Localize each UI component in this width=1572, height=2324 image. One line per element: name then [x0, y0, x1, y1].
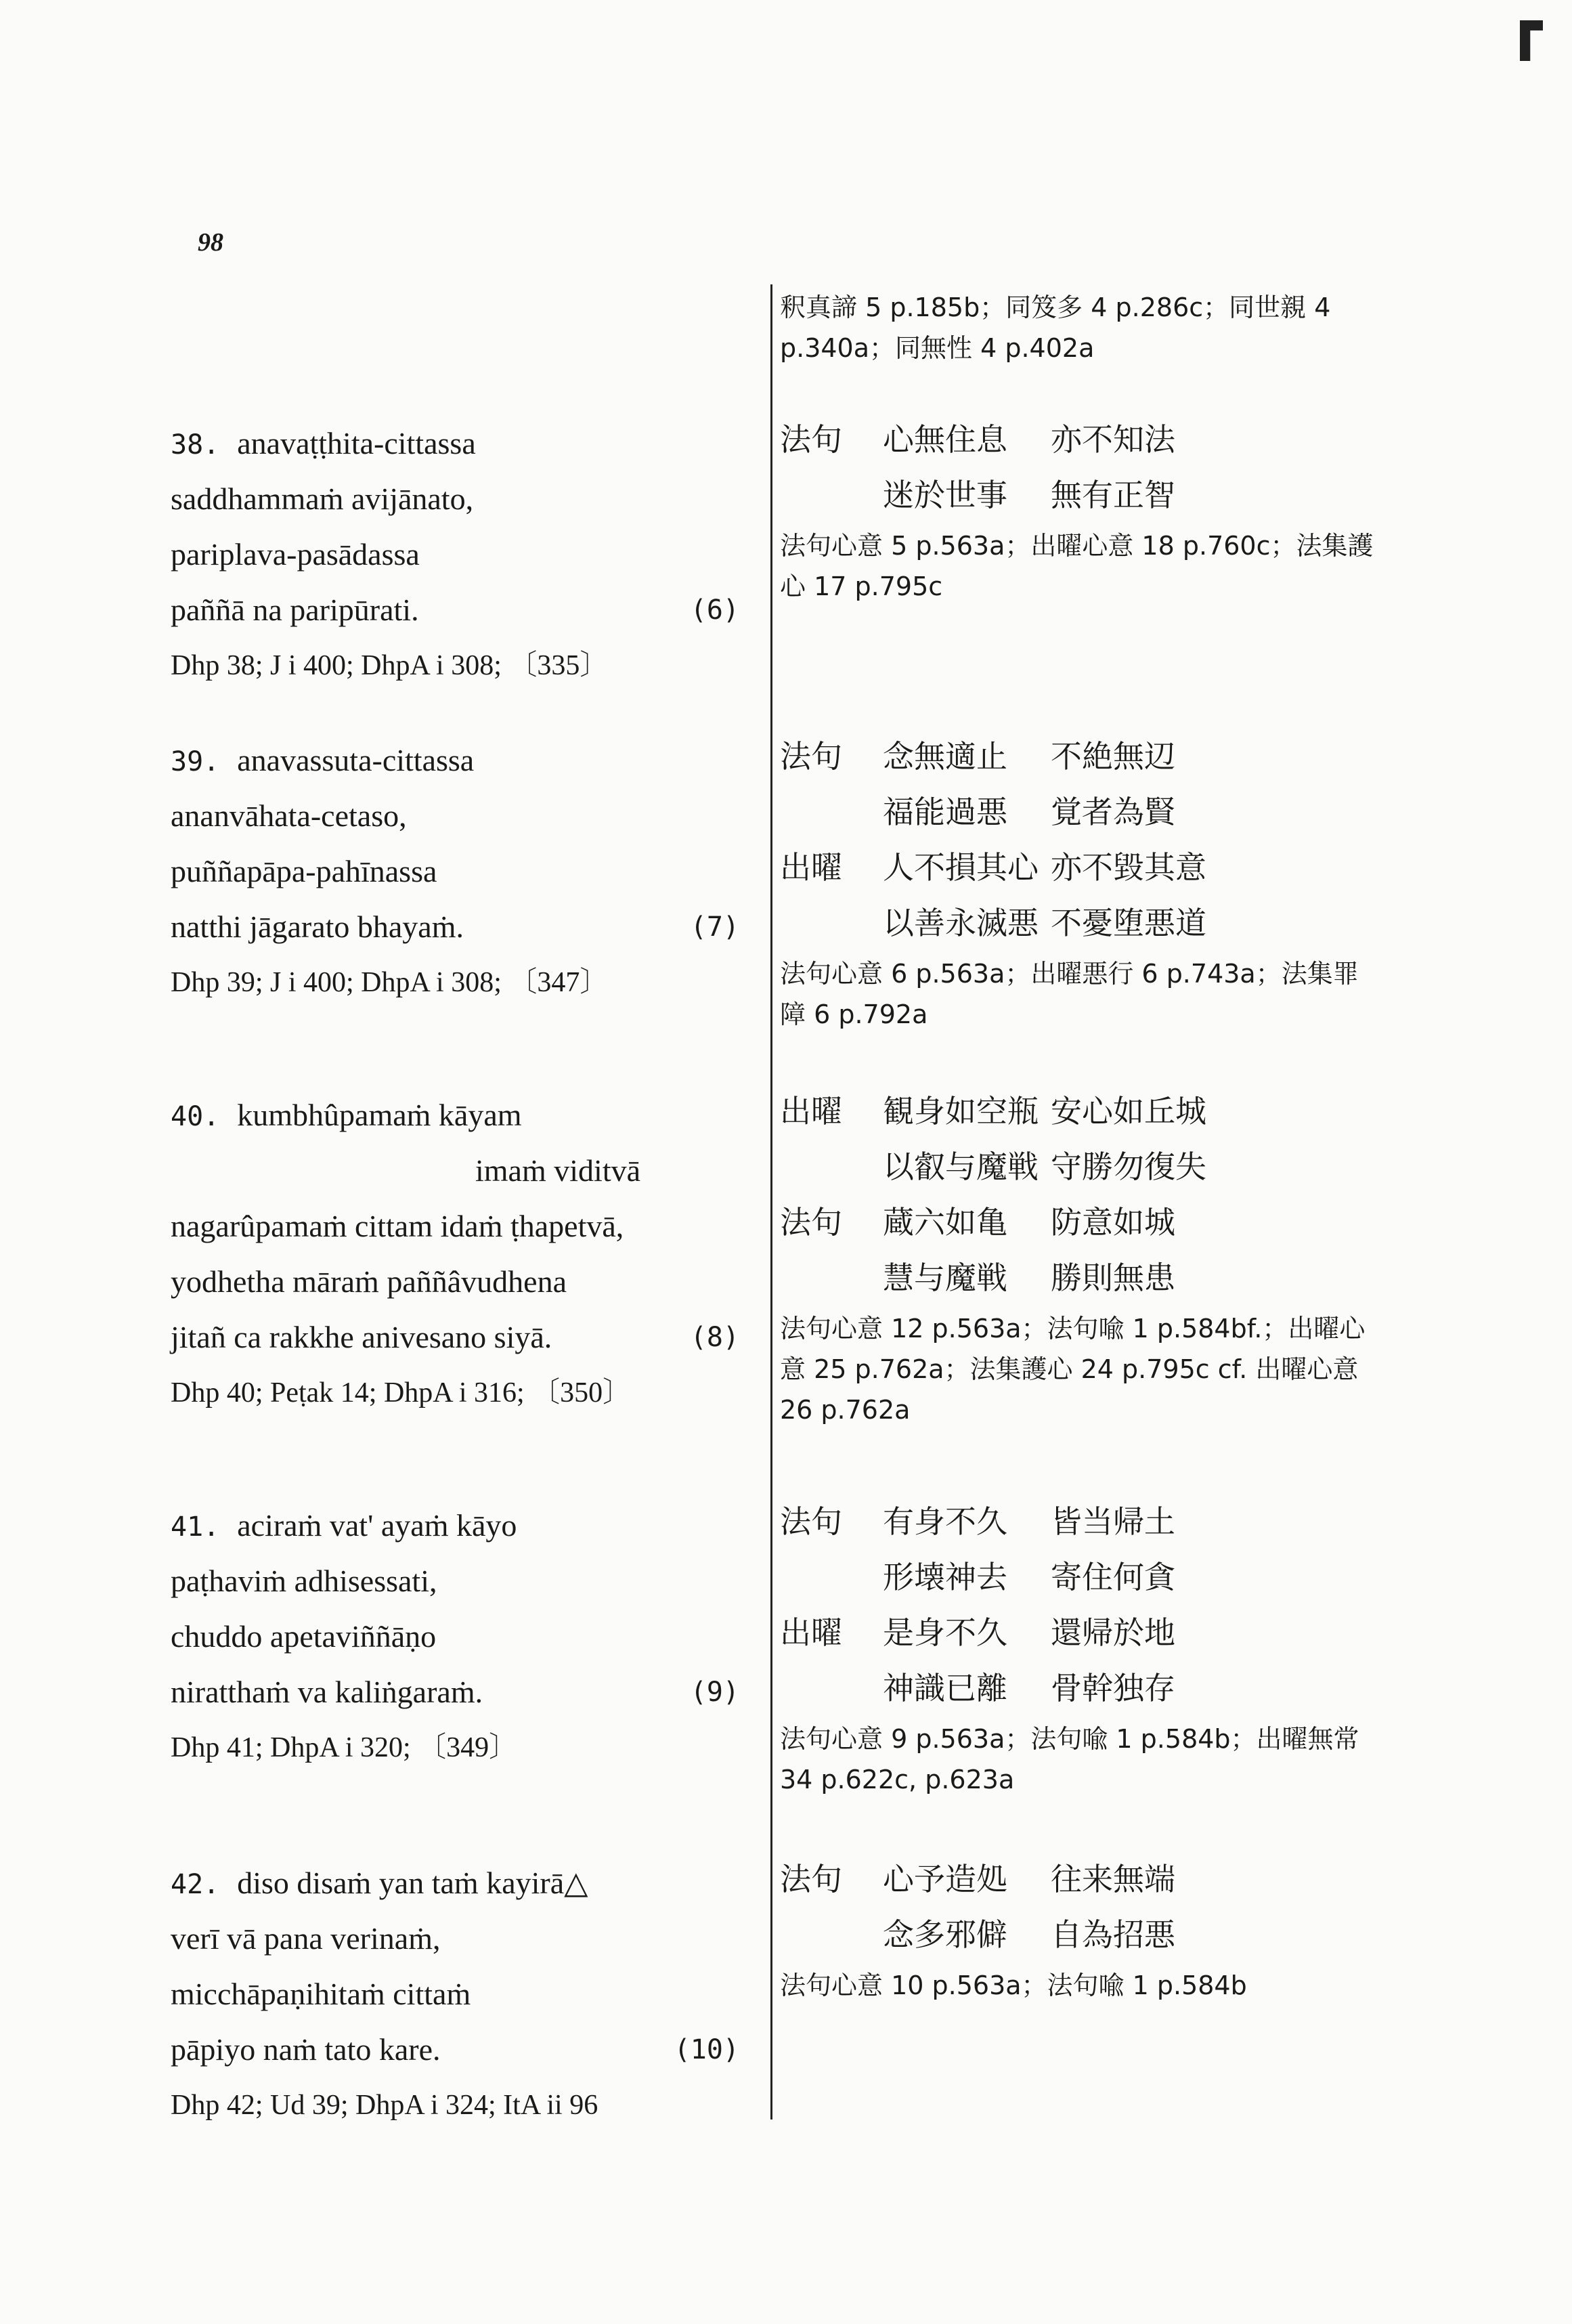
- verse-line: niratthaṁ va kaliṅgaraṁ. (9): [171, 1664, 753, 1720]
- verse-40-chinese: [780, 1083, 1376, 1430]
- verse-40-pali: [171, 1088, 753, 1417]
- verse-line: 38. anavaṭṭhita-cittassa: [171, 416, 753, 471]
- verse-ref: (10): [674, 2034, 739, 2065]
- verse-sources: Dhp 38; J i 400; DhpA i 308; 〔335〕: [171, 650, 609, 681]
- verse-number: 38.: [171, 429, 220, 460]
- chinese-line: 迷於世事 無有正智: [883, 477, 1175, 513]
- verse-line: nagarûpamaṁ cittam idaṁ ṭhapetvā,: [171, 1209, 624, 1243]
- verse-line: 41. aciraṁ vat' ayaṁ kāyo: [171, 1498, 753, 1553]
- verse-line: 40. kumbhûpamaṁ kāyam: [171, 1088, 753, 1143]
- chinese-refs: 法句心意 10 p.563a；法句喩 1 p.584b: [780, 1971, 1247, 2000]
- verse-ref: (6): [690, 595, 739, 626]
- verse-line: 39. anavassuta-cittassa: [171, 733, 753, 788]
- verse-number: 40.: [171, 1101, 220, 1132]
- chinese-line: 法句 蔵六如亀 防意如城: [780, 1204, 1175, 1241]
- column-divider: [770, 284, 772, 2119]
- verse-line: pariplava-pasādassa: [171, 537, 420, 572]
- chinese-line: 法句 有身不久 皆当帰土: [780, 1503, 1175, 1540]
- verse-number: 42.: [171, 1869, 220, 1900]
- chinese-refs: 法句心意 12 p.563a；法句喩 1 p.584bf.；出曜心意 25 p.762a；法集護心 24 p.795c cf. 出曜心意 26 p.762a: [780, 1314, 1366, 1425]
- verse-38-pali: [171, 416, 753, 689]
- chinese-line: 出曜 是身不久 還帰於地: [780, 1614, 1175, 1651]
- verse-line: pāpiyo naṁ tato kare. (10): [171, 2022, 753, 2078]
- verse-sources: Dhp 39; J i 400; DhpA i 308; 〔347〕: [171, 967, 609, 998]
- verse-ref: (7): [690, 911, 739, 943]
- verse-line: imaṁ viditvā: [475, 1153, 641, 1188]
- chinese-refs: 法句心意 9 p.563a；法句喩 1 p.584b；出曜無常 34 p.622c, p.623a: [780, 1724, 1359, 1794]
- verse-line: ananvāhata-cetaso,: [171, 798, 407, 833]
- verse-ref: (8): [690, 1322, 739, 1353]
- page-number: 98: [198, 228, 223, 257]
- verse-39-pali: [171, 733, 753, 1006]
- chinese-line: 出曜 観身如空瓶 安心如丘城: [780, 1093, 1206, 1129]
- verse-41-chinese: [780, 1494, 1376, 1800]
- verse-line: verī vā pana verinaṁ,: [171, 1921, 441, 1956]
- chinese-line: 以叡与魔戦 守勝勿復失: [883, 1148, 1206, 1185]
- verse-line: saddhammaṁ avijānato,: [171, 481, 474, 516]
- verse-number: 41.: [171, 1511, 220, 1543]
- chinese-line: 以善永滅悪 不憂堕悪道: [883, 905, 1206, 941]
- chinese-line: 福能過悪 覚者為賢: [883, 794, 1175, 830]
- verse-sources: Dhp 42; Ud 39; DhpA i 324; ItA ii 96: [171, 2090, 598, 2121]
- verse-sources: Dhp 41; DhpA i 320; 〔349〕: [171, 1732, 518, 1763]
- chinese-line: 出曜 人不損其心 亦不毀其意: [780, 849, 1206, 886]
- corner-mark: [1520, 20, 1543, 61]
- verse-41-pali: [171, 1498, 753, 1771]
- verse-line: paññā na paripūrati. (6): [171, 582, 753, 638]
- verse-line: chuddo apetaviññāṇo: [171, 1619, 437, 1654]
- verse-line: jitañ ca rakkhe anivesano siyā. (8): [171, 1310, 753, 1365]
- verse-38-chinese: [780, 412, 1376, 607]
- chinese-line: 法句 心予造処 往来無端: [780, 1861, 1175, 1897]
- chinese-line: 法句 念無適止 不絶無辺: [780, 738, 1175, 775]
- verse-line: natthi jāgarato bhayaṁ. (7): [171, 899, 753, 955]
- verse-sources: Dhp 40; Peṭak 14; DhpA i 316; 〔350〕: [171, 1377, 632, 1408]
- verse-line: micchāpaṇihitaṁ cittaṁ: [171, 1977, 471, 2011]
- chinese-refs: 法句心意 5 p.563a；出曜心意 18 p.760c；法集護心 17 p.795c: [780, 531, 1374, 601]
- verse-number: 39.: [171, 746, 220, 777]
- chinese-line: 法句 心無住息 亦不知法: [780, 421, 1175, 458]
- verse-line: paṭhaviṁ adhisessati,: [171, 1564, 437, 1598]
- verse-39-chinese: [780, 729, 1376, 1035]
- chinese-line: 慧与魔戦 勝則無患: [883, 1260, 1175, 1296]
- verse-line: yodhetha māraṁ paññâvudhena: [171, 1264, 567, 1299]
- chinese-line: 神識已離 骨幹独存: [883, 1670, 1175, 1706]
- verse-42-chinese: [780, 1851, 1376, 2006]
- verse-line: puññapāpa-pahīnassa: [171, 854, 437, 888]
- chinese-line: 念多邪僻 自為招悪: [883, 1916, 1175, 1953]
- verse-42-pali: [171, 1855, 753, 2129]
- top-reference: 釈真諦 5 p.185b；同笈多 4 p.286c；同世親 4 p.340a；同無性 4 p.402a: [780, 293, 1331, 363]
- chinese-refs: 法句心意 6 p.563a；出曜悪行 6 p.743a；法集罪障 6 p.792a: [780, 959, 1359, 1029]
- chinese-line: 形壊神去 寄住何貪: [883, 1559, 1175, 1595]
- verse-ref: (9): [690, 1677, 739, 1708]
- verse-line: 42. diso disaṁ yan taṁ kayirā△: [171, 1855, 753, 1911]
